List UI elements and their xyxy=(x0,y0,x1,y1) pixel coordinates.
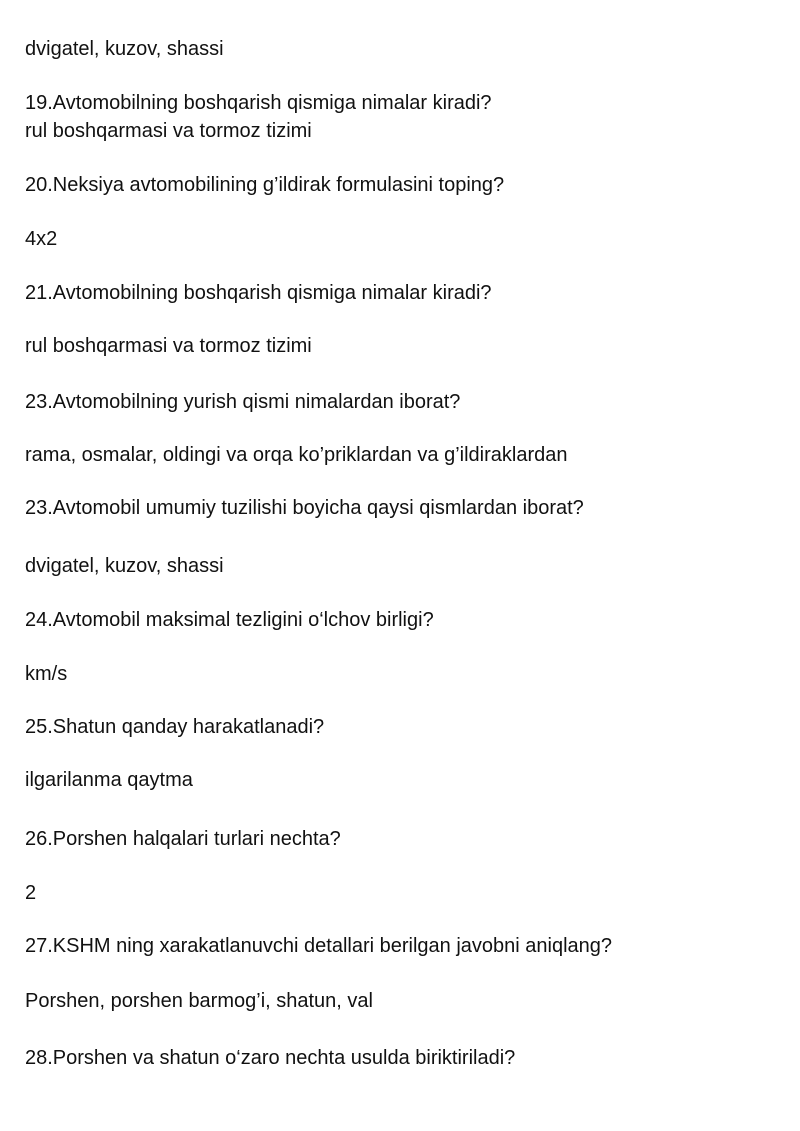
question-text: 24.Avtomobil maksimal tezligini o‘lchov birligi? xyxy=(25,609,434,631)
answer-text: km/s xyxy=(25,663,68,685)
answer-text: 2 xyxy=(25,882,37,904)
question-text: 20.Neksiya avtomobilining g’ildirak formulasini toping? xyxy=(25,174,505,196)
answer-text: 4x2 xyxy=(25,228,58,250)
answer-text: ilgarilanma qaytma xyxy=(25,769,193,791)
answer-text: dvigatel, kuzov, shassi xyxy=(25,555,224,577)
question-text: 26.Porshen halqalari turlari nechta? xyxy=(25,828,341,850)
answer-text: rul boshqarmasi va tormoz tizimi xyxy=(25,120,312,142)
question-text: 19.Avtomobilning boshqarish qismiga nimalar kiradi? xyxy=(25,92,492,114)
answer-text: dvigatel, kuzov, shassi xyxy=(25,38,224,60)
answer-text: rul boshqarmasi va tormoz tizimi xyxy=(25,335,312,357)
question-text: 23.Avtomobilning yurish qismi nimalardan iborat? xyxy=(25,391,461,413)
question-text: 27.KSHM ning xarakatlanuvchi detallari berilgan javobni aniqlang? xyxy=(25,935,613,957)
answer-text: Porshen, porshen barmog’i, shatun, val xyxy=(25,990,373,1012)
question-text: 25.Shatun qanday harakatlanadi? xyxy=(25,716,325,738)
answer-text: rama, osmalar, oldingi va orqa ko’priklardan va g’ildiraklardan xyxy=(25,444,568,466)
question-text: 28.Porshen va shatun o‘zaro nechta usulda biriktiriladi? xyxy=(25,1047,516,1069)
question-text: 21.Avtomobilning boshqarish qismiga nimalar kiradi? xyxy=(25,282,492,304)
question-text: 23.Avtomobil umumiy tuzilishi boyicha qaysi qismlardan iborat? xyxy=(25,497,584,519)
